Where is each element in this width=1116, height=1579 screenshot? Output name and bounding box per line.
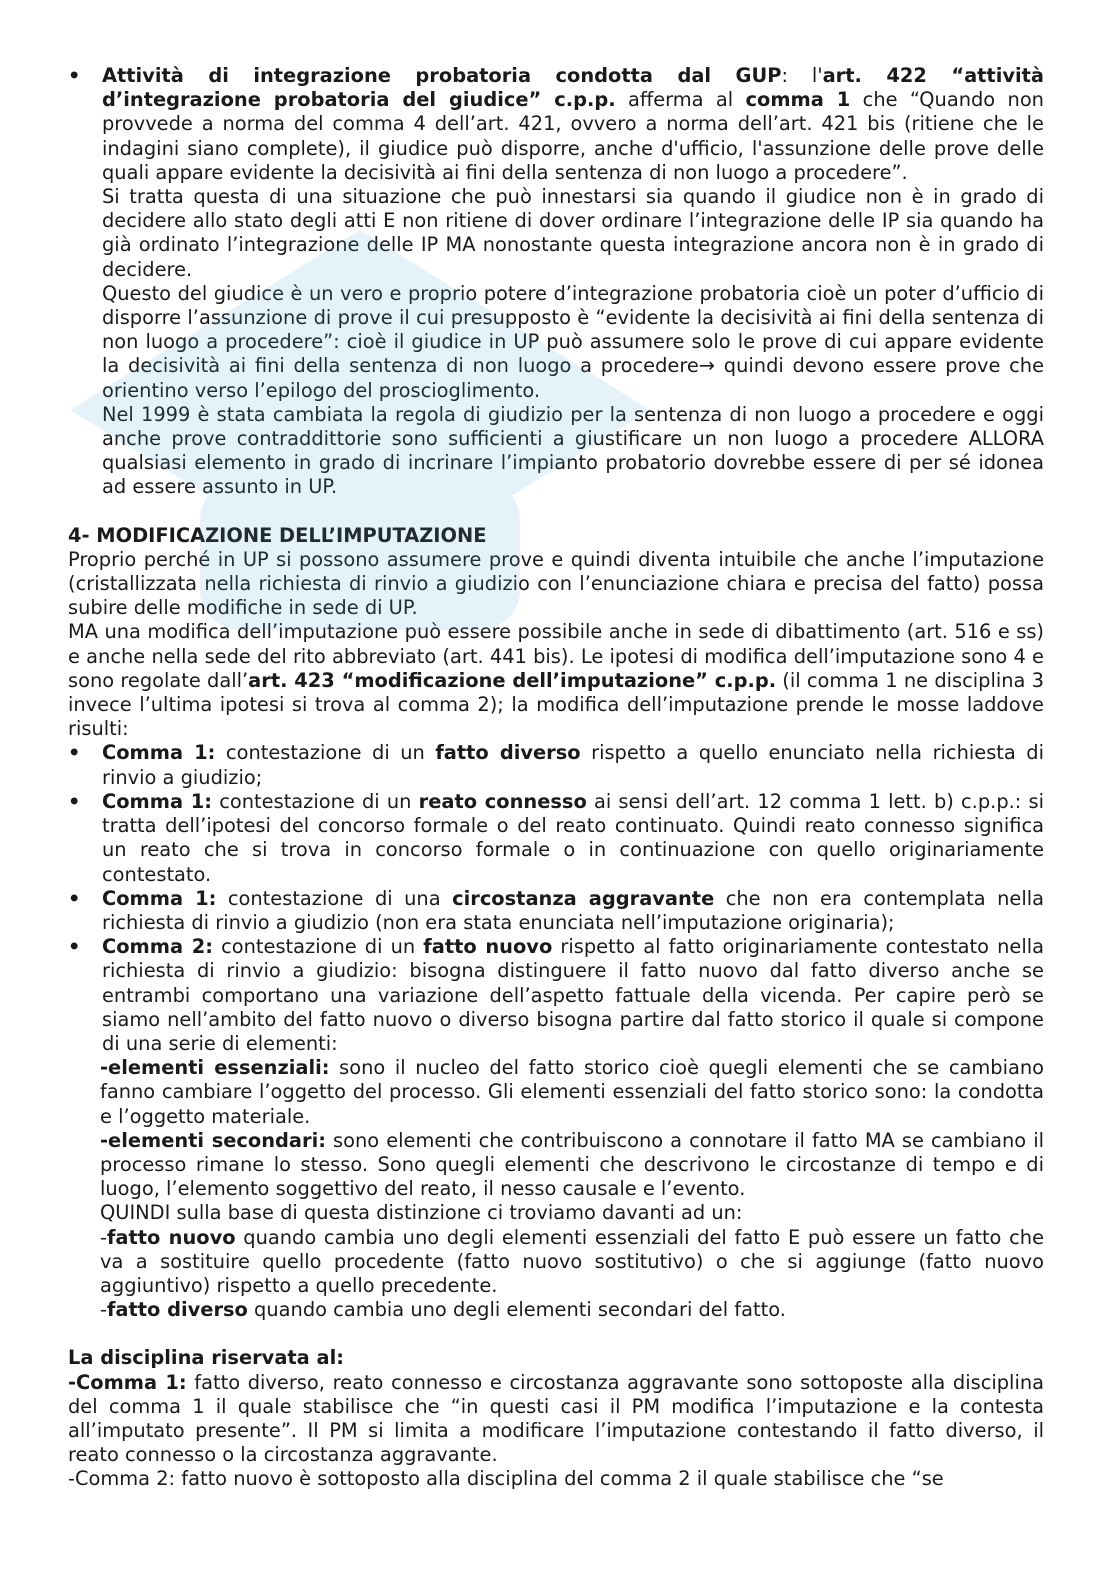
section-heading: La disciplina riservata al: — [68, 1346, 344, 1370]
list-item: • Comma 1: contestazione di un reato connesso ai sensi dell’art. 12 comma 1 lett. b) c.p.p.: si tratta dell’ipotesi del concorso formale o del reato continuato. Quindi reato connesso significa un reato che si trova in concorso formale o in continuazione con quello originariamente contestato. — [68, 790, 1044, 887]
article-423: art. 423 “modificazione dell’imputazione” c.p.p. — [248, 668, 777, 692]
article-422: art. 422 “attività d’integrazione probatoria del giudice” c.p.p. — [102, 64, 1044, 112]
paragraph: -Comma 1: fatto diverso, reato connesso e circostanza aggravante sono sottoposte alla disciplina del comma 1 il quale stabilisce che “in questi casi il PM modifica l’imputazione e la contesta all’imputato presente”. Il PM si limita a modificare l’imputazione contestando il fatto diverso, il reato connesso o la circostanza aggravante. — [68, 1370, 1044, 1467]
sub-paragraph-secondary: -elementi secondari: sono elementi che contribuiscono a connotare il fatto MA se cambiano il processo rimane lo stesso. Sono quegli elementi che descrivono le circostanze di tempo e di luogo, l’elemento soggettivo del reato, il nesso causale e l’evento. — [100, 1128, 1044, 1201]
paragraph: Proprio perché in UP si possono assumere prove e quindi diventa intuibile che anche l’imputazione (cristallizzata nella richiesta di rinvio a giudizio con l’enunciazione chiara e precisa del fatto) possa subire delle modifiche in sede di UP. — [68, 547, 1044, 620]
list-item: • Comma 2: contestazione di un fatto nuovo rispetto al fatto originariamente contestato nella richiesta di rinvio a giudizio: bisogna distinguere il fatto nuovo dal fatto diverso anche se entrambi comportano una variazione dell’aspetto fattuale della vicenda. Per capire però se siamo nell’ambito del fatto nuovo o diverso bisogna partire dal fatto storico il quale si compone di una serie di elementi: — [68, 935, 1044, 1056]
list-item: • Comma 1: contestazione di un fatto diverso rispetto a quello enunciato nella richiesta di rinvio a giudizio; — [68, 741, 1044, 789]
paragraph: Questo del giudice è un vero e proprio potere d’integrazione probatoria cioè un poter d’ufficio di disporre l’assunzione di prove il cui presupposto è “evidente la decisività ai fini della sentenza di non luogo a procedere”: cioè il giudice in UP può assumere solo le prove di cui appare evidente la decisività ai fini della sentenza di non luogo a procedere→ quindi devono essere prove che orientino verso l’epilogo del proscioglimento. — [102, 281, 1044, 402]
sub-paragraph-essential: -elementi essenziali: sono il nucleo del fatto storico cioè quegli elementi che se cambiano fanno cambiare l’oggetto del processo. Gli elementi essenziali del fatto storico sono: la condotta e l’oggetto materiale. — [100, 1056, 1044, 1128]
paragraph: Si tratta questa di una situazione che può innestarsi sia quando il giudice non è in grado di decidere allo stato degli atti E non ritiene di dover ordinare l’integrazione delle IP sia quando ha già ordinato l’integrazione delle IP MA nonostante questa integrazione ancora non è in grado di decidere. — [102, 185, 1044, 281]
intro-title: Attività di integrazione probatoria condotta dal GUP — [102, 64, 782, 87]
section-heading: 4- MODIFICAZIONE DELL’IMPUTAZIONE — [68, 523, 487, 547]
sub-paragraph: QUINDI sulla base di questa distinzione ci troviamo davanti ad un: — [100, 1201, 743, 1225]
paragraph: MA una modifica dell’imputazione può essere possibile anche in sede di dibattimento (art. 516 e ss) e anche nella sede del rito abbreviato (art. 441 bis). Le ipotesi di modifica dell’imputazione sono 4 e sono regolate dall’art. 423 “modificazione dell’imputazione” c.p.p. (il comma 1 ne disciplina 3 invece l’ultima ipotesi si trova al comma 2); la modifica dell’imputazione prende le mosse laddove risulti: — [68, 620, 1044, 741]
sub-paragraph-fatto-diverso: -fatto diverso quando cambia uno degli elementi secondari del fatto. — [100, 1298, 786, 1322]
list-item: • Comma 1: contestazione di una circostanza aggravante che non era contemplata nella richiesta di rinvio a giudizio (non era stata enunciata nell’imputazione originaria); — [68, 887, 1044, 935]
intro-bullet: • Attività di integrazione probatoria condotta dal GUP: l'art. 422 “attività d’integrazione probatoria del giudice” c.p.p. afferma al comma 1 che “Quando non provvede a norma del comma 4 dell’art. 421, ovvero a norma dell’art. 421 bis (ritiene che le indagini siano complete), il giudice può disporre, anche d'ufficio, l'assunzione delle prove delle quali appare evidente la decisività ai fini della sentenza di non luogo a procedere”. — [68, 64, 1044, 185]
paragraph: -Comma 2: fatto nuovo è sottoposto alla disciplina del comma 2 il quale stabilisce che “se — [68, 1467, 944, 1491]
sub-paragraph-fatto-nuovo: -fatto nuovo quando cambia uno degli elementi essenziali del fatto E può essere un fatto che va a sostituire quello procedente (fatto nuovo sostitutivo) o che si aggiunge (fatto nuovo aggiuntivo) rispetto a quello precedente. — [100, 1225, 1045, 1297]
paragraph: Nel 1999 è stata cambiata la regola di giudizio per la sentenza di non luogo a procedere e oggi anche prove contraddittorie sono sufficienti a giustificare un non luogo a procedere ALLORA qualsiasi elemento in grado di incrinare l’impianto probatorio dovrebbe essere di per sé idonea ad essere assunto in UP. — [102, 402, 1044, 499]
